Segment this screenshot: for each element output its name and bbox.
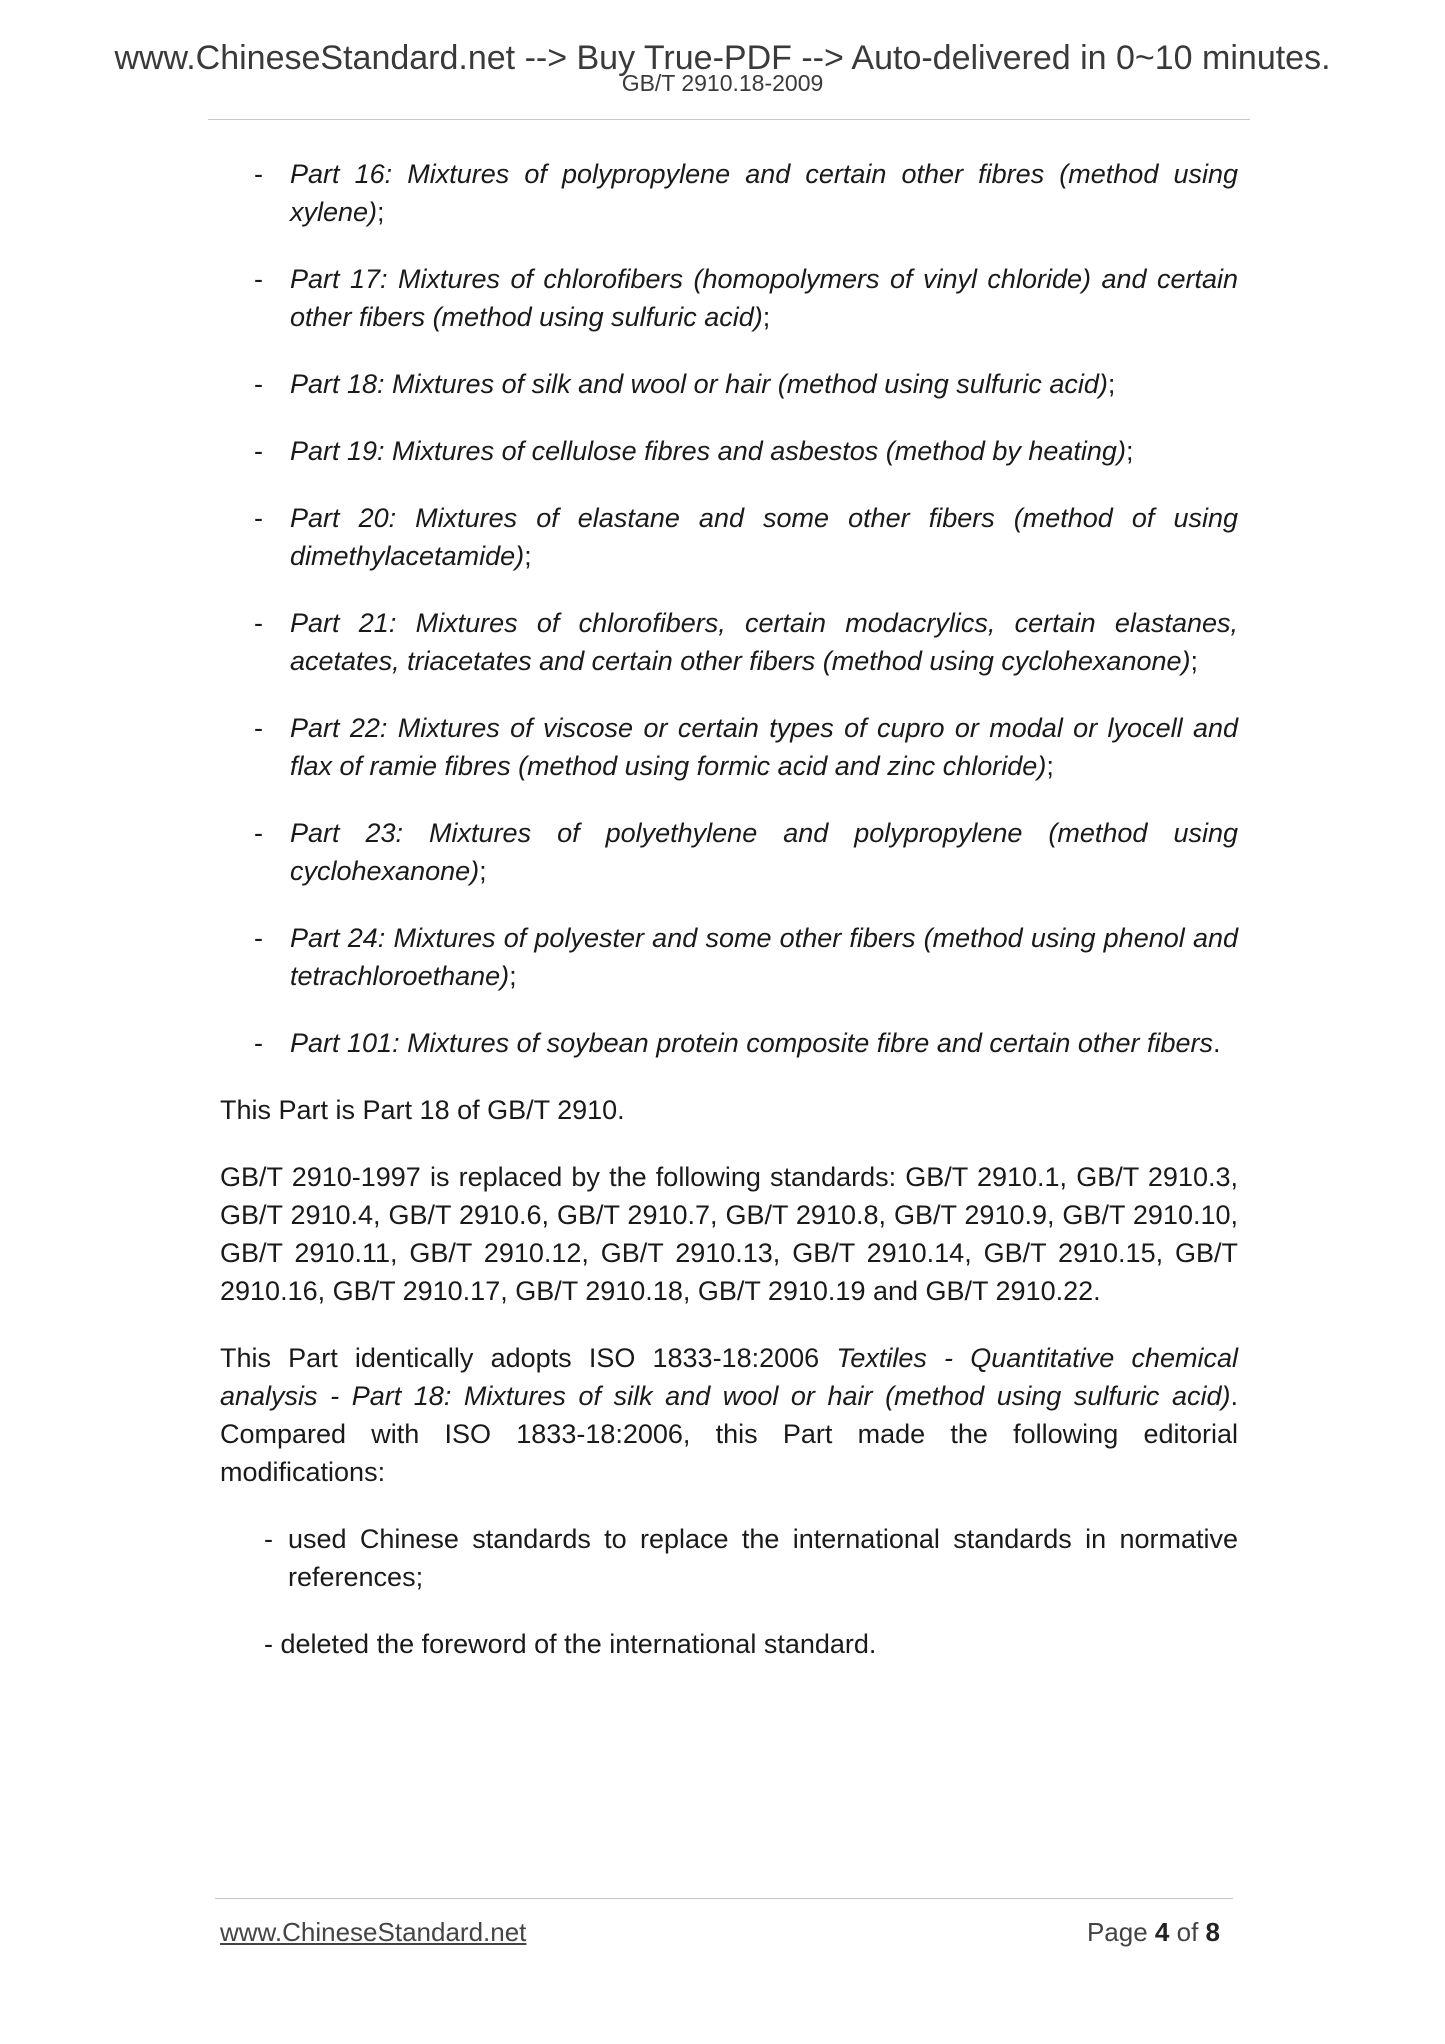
replaced-statement: GB/T 2910-1997 is replaced by the following standards: GB/T 2910.1, GB/T 2910.3, GB/T 2910.4, GB/T 2910.6, GB/T 2910.7, GB/T 2910.8, GB/T 2910.9, GB/T 2910.10, GB/T 2910.11, GB/T 2910.12, GB/T 2910.13, GB/T 2910.14, GB/T 2910.15, GB/T 2910.16, GB/T 2910.17, GB/T 2910.18, GB/T 2910.19 and GB/T 2910.22. — [220, 1162, 1238, 1306]
list-item-part-19 — [220, 432, 1238, 470]
adoption-statement — [220, 1339, 1238, 1491]
part-text: Part 20: Mixtures of elastane and some other fibers (method of using dimethylacetamide) — [290, 503, 1238, 571]
adoption-suffix: . Compared with ISO 1833-18:2006, this Part made the following editorial modifications: — [220, 1381, 1238, 1487]
list-dash: - — [254, 264, 263, 294]
list-dash: - — [254, 608, 263, 638]
page-of: of — [1176, 1917, 1199, 1947]
header-standard-code: GB/T 2910.18-2009 — [621, 70, 824, 96]
part-end: . — [1212, 1028, 1221, 1058]
list-item-part-22 — [220, 709, 1238, 785]
part-text: Part 24: Mixtures of polyester and some other fibers (method using phenol and tetrachloroethane) — [290, 923, 1238, 991]
list-dash: - — [264, 1524, 273, 1554]
part-end: ; — [1046, 751, 1054, 781]
footer-divider — [215, 1898, 1233, 1899]
part-end: ; — [762, 302, 771, 332]
part-end: ; — [377, 197, 385, 227]
list-dash: - — [254, 1028, 263, 1058]
list-item-part-16 — [220, 155, 1238, 231]
footer-website-link[interactable]: www.ChineseStandard.net — [220, 1917, 527, 1947]
part-text: Part 19: Mixtures of cellulose fibres and asbestos (method by heating) — [290, 436, 1126, 466]
part-text: Part 22: Mixtures of viscose or certain types of cupro or modal or lyocell and flax of ramie fibres (method using formic acid and zinc chloride) — [290, 713, 1238, 781]
list-item-part-21 — [220, 604, 1238, 680]
adoption-title: Textiles - Quantitative chemical analysis - Part 18: Mixtures of silk and wool or hair (method using sulfuric acid) — [220, 1343, 1238, 1411]
part-text: Part 23: Mixtures of polyethylene and polypropylene (method using cyclohexanone) — [290, 818, 1238, 886]
list-item-part-101 — [220, 1024, 1238, 1062]
part-end: ; — [1190, 646, 1199, 676]
part-end: ; — [1107, 369, 1116, 399]
modification-text: used Chinese standards to replace the international standards in normative references; — [288, 1524, 1238, 1592]
page-total: 8 — [1205, 1917, 1220, 1947]
modification-item-1 — [220, 1520, 1238, 1596]
list-dash: - — [254, 923, 263, 953]
list-dash: - — [254, 369, 263, 399]
part-text: Part 18: Mixtures of silk and wool or hair (method using sulfuric acid) — [290, 369, 1108, 399]
list-item-part-23 — [220, 814, 1238, 890]
list-item-part-20 — [220, 499, 1238, 575]
part-text: Part 16: Mixtures of polypropylene and certain other fibres (method using xylene) — [290, 159, 1238, 227]
list-dash: - — [254, 159, 263, 189]
part-statement: This Part is Part 18 of GB/T 2910. — [220, 1095, 625, 1125]
list-item-part-17 — [220, 260, 1238, 336]
part-end: ; — [479, 856, 487, 886]
page-content — [220, 155, 1238, 1692]
modification-item-2 — [220, 1625, 1238, 1663]
header-banner: www.ChineseStandard.net --> Buy True-PDF --> Auto-delivered in 0~10 minutes. — [114, 39, 1331, 77]
list-dash: - — [254, 436, 263, 466]
list-dash: - — [254, 503, 263, 533]
part-text: Part 17: Mixtures of chlorofibers (homopolymers of vinyl chloride) and certain other fibers (method using sulfuric acid) — [290, 264, 1238, 332]
modification-text: - deleted the foreword of the international standard. — [264, 1629, 877, 1659]
page-current: 4 — [1154, 1917, 1170, 1947]
part-end: ; — [509, 961, 517, 991]
part-end: ; — [1125, 436, 1134, 466]
list-dash: - — [254, 713, 263, 743]
list-dash: - — [254, 818, 263, 848]
adoption-prefix: This Part identically adopts ISO 1833-18:2006 — [220, 1343, 837, 1373]
list-item-part-18 — [220, 365, 1238, 403]
part-text: Part 21: Mixtures of chlorofibers, certain modacrylics, certain elastanes, acetates, triacetates and certain other fibers (method using cyclohexanone) — [290, 608, 1238, 676]
part-text: Part 101: Mixtures of soybean protein composite fibre and certain other fibers — [290, 1028, 1213, 1058]
page-number — [1087, 1917, 1220, 1948]
list-item-part-24 — [220, 919, 1238, 995]
page-label: Page — [1086, 1917, 1148, 1947]
part-end: ; — [524, 541, 532, 571]
header-divider — [208, 119, 1250, 120]
